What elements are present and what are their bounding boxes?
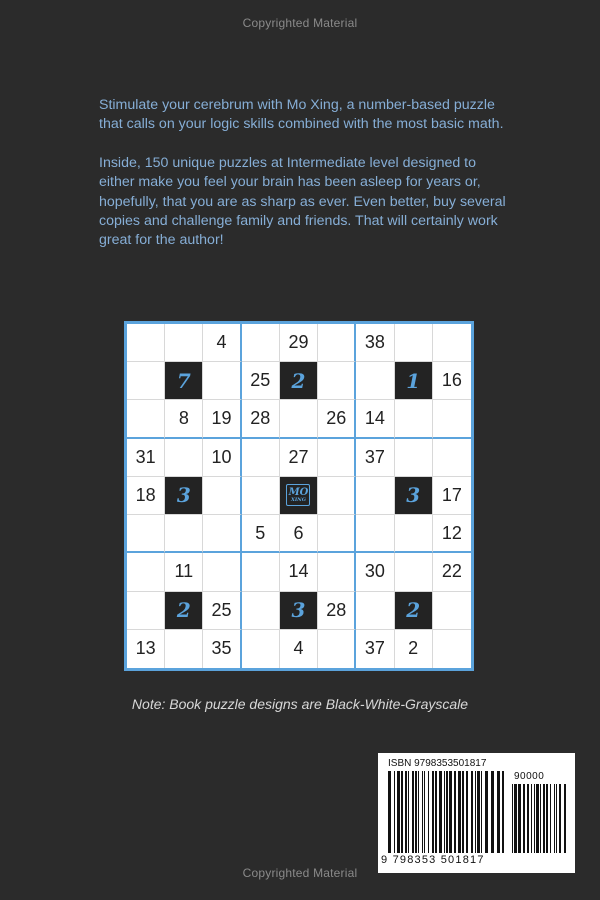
barcode-bar — [405, 771, 407, 853]
barcode-bar — [432, 771, 434, 853]
puzzle-cell: 2 — [395, 630, 433, 668]
grayscale-note: Note: Book puzzle designs are Black-White-Grayscale — [131, 696, 469, 712]
puzzle-cell — [433, 630, 471, 668]
barcode-bar — [462, 771, 464, 853]
puzzle-cell: 22 — [433, 553, 471, 591]
watermark-top: Copyrighted Material — [242, 16, 358, 30]
puzzle-cell — [242, 324, 280, 362]
barcode-bar — [471, 771, 473, 853]
puzzle-cell — [242, 630, 280, 668]
puzzle-cell: 25 — [242, 362, 280, 400]
book-description — [99, 96, 509, 270]
barcode-bar — [422, 771, 423, 853]
puzzle-cell — [395, 515, 433, 553]
sample-puzzle-grid — [124, 321, 474, 671]
barcode-bar — [388, 771, 391, 853]
puzzle-cell — [356, 592, 394, 630]
description-paragraph-2: Inside, 150 unique puzzles at Intermediate level designed to either make you feel your brain has been asleep for years or, hopefully, that you are as sharp as ever. Even better, buy several copies and challenge family and friends. That will certainly work great for the author! — [99, 154, 506, 249]
puzzle-cell: 16 — [433, 362, 471, 400]
puzzle-cell — [433, 592, 471, 630]
barcode-bar — [435, 771, 437, 853]
puzzle-cell — [242, 592, 280, 630]
puzzle-cell: 10 — [203, 439, 241, 477]
isbn-barcode — [378, 753, 575, 873]
barcode-bars-addon — [512, 784, 567, 853]
barcode-bar — [475, 771, 476, 853]
puzzle-cell — [318, 324, 356, 362]
barcode-bar — [408, 771, 409, 853]
puzzle-cell: 37 — [356, 439, 394, 477]
barcode-bar — [401, 771, 403, 853]
barcode-bar — [444, 771, 445, 853]
puzzle-cell — [127, 515, 165, 553]
barcode-bar — [556, 784, 557, 853]
barcode-bar — [543, 784, 545, 853]
puzzle-cell — [318, 553, 356, 591]
puzzle-cell: 26 — [318, 400, 356, 438]
barcode-bar — [466, 771, 468, 853]
barcode-bar — [418, 771, 419, 853]
puzzle-cell: 28 — [318, 592, 356, 630]
barcode-bar — [439, 771, 442, 853]
puzzle-cell — [356, 362, 394, 400]
puzzle-cell: 12 — [433, 515, 471, 553]
puzzle-cell: 14 — [356, 400, 394, 438]
puzzle-cell: 4 — [203, 324, 241, 362]
barcode-bar — [397, 771, 400, 853]
puzzle-cell — [127, 324, 165, 362]
barcode-addon-digits: 90000 — [514, 771, 545, 782]
barcode-bar — [446, 771, 448, 853]
puzzle-cell — [127, 362, 165, 400]
puzzle-cell — [318, 439, 356, 477]
puzzle-cell: 30 — [356, 553, 394, 591]
puzzle-cell — [165, 630, 203, 668]
barcode-bar — [491, 771, 494, 853]
barcode-bar — [531, 784, 532, 853]
puzzle-dark-cell: 2 — [280, 362, 318, 400]
puzzle-cell: 5 — [242, 515, 280, 553]
puzzle-cell: 37 — [356, 630, 394, 668]
ean-digits: 9 798353 501817 — [381, 854, 485, 866]
puzzle-cell — [318, 630, 356, 668]
barcode-bar — [554, 784, 555, 853]
description-paragraph-1: Stimulate your cerebrum with Mo Xing, a number-based puzzle that calls on your logic skills combined with the most basic math. — [99, 97, 504, 133]
puzzle-cell: 18 — [127, 477, 165, 515]
puzzle-cell: 35 — [203, 630, 241, 668]
puzzle-dark-cell: 3 — [165, 477, 203, 515]
puzzle-cell: 4 — [280, 630, 318, 668]
puzzle-cell — [203, 553, 241, 591]
barcode-bar — [512, 784, 513, 853]
puzzle-cell — [242, 477, 280, 515]
puzzle-cell: 13 — [127, 630, 165, 668]
barcode-bar — [428, 771, 429, 853]
barcode-bar — [559, 784, 561, 853]
barcode-bar — [412, 771, 414, 853]
isbn-label: ISBN 9798353501817 — [388, 758, 487, 769]
puzzle-cell: 11 — [165, 553, 203, 591]
barcode-bar — [527, 784, 529, 853]
barcode-bar — [550, 784, 551, 853]
puzzle-cell — [356, 477, 394, 515]
puzzle-cell — [433, 324, 471, 362]
puzzle-cell — [395, 324, 433, 362]
puzzle-cell — [127, 553, 165, 591]
barcode-bar — [477, 771, 480, 853]
puzzle-cell: 28 — [242, 400, 280, 438]
barcode-bars-main — [388, 771, 508, 853]
puzzle-cell — [280, 400, 318, 438]
puzzle-cell — [433, 439, 471, 477]
puzzle-cell — [356, 515, 394, 553]
barcode-bar — [497, 771, 500, 853]
barcode-bar — [564, 784, 566, 853]
puzzle-cell — [127, 400, 165, 438]
puzzle-cell: 19 — [203, 400, 241, 438]
puzzle-cell — [165, 439, 203, 477]
puzzle-dark-cell: 1 — [395, 362, 433, 400]
puzzle-cell — [242, 553, 280, 591]
puzzle-cell — [165, 324, 203, 362]
puzzle-cell — [395, 439, 433, 477]
barcode-bar — [518, 784, 521, 853]
mo-xing-logo-icon: MO XING — [286, 484, 310, 506]
barcode-bar — [546, 784, 548, 853]
barcode-bar — [415, 771, 417, 853]
barcode-bar — [514, 784, 517, 853]
barcode-bar — [481, 771, 482, 853]
puzzle-logo-cell — [280, 477, 318, 515]
barcode-bar — [540, 784, 541, 853]
puzzle-cell: 29 — [280, 324, 318, 362]
barcode-bar — [449, 771, 452, 853]
puzzle-cell: 31 — [127, 439, 165, 477]
puzzle-cell — [242, 439, 280, 477]
barcode-bar — [523, 784, 525, 853]
barcode-bar — [502, 771, 504, 853]
puzzle-cell — [165, 515, 203, 553]
puzzle-dark-cell: 3 — [395, 477, 433, 515]
barcode-bar — [424, 771, 425, 853]
puzzle-cell — [318, 362, 356, 400]
puzzle-cell — [395, 400, 433, 438]
puzzle-cell — [395, 553, 433, 591]
barcode-bar — [534, 784, 535, 853]
puzzle-cell: 27 — [280, 439, 318, 477]
puzzle-dark-cell: 7 — [165, 362, 203, 400]
barcode-bar — [485, 771, 488, 853]
puzzle-cell: 38 — [356, 324, 394, 362]
barcode-bar — [536, 784, 539, 853]
puzzle-cell: 25 — [203, 592, 241, 630]
barcode-bar — [454, 771, 456, 853]
puzzle-cell: 14 — [280, 553, 318, 591]
barcode-bar — [458, 771, 461, 853]
barcode-bar — [394, 771, 395, 853]
puzzle-dark-cell: 2 — [395, 592, 433, 630]
puzzle-cell — [433, 400, 471, 438]
puzzle-cell — [203, 477, 241, 515]
puzzle-cell — [203, 362, 241, 400]
puzzle-cell: 6 — [280, 515, 318, 553]
puzzle-cell — [127, 592, 165, 630]
puzzle-dark-cell: 2 — [165, 592, 203, 630]
watermark-bottom: Copyrighted Material — [242, 866, 358, 880]
puzzle-cell — [203, 515, 241, 553]
puzzle-dark-cell: 3 — [280, 592, 318, 630]
puzzle-cell — [318, 477, 356, 515]
puzzle-cell: 17 — [433, 477, 471, 515]
puzzle-cell: 8 — [165, 400, 203, 438]
puzzle-cell — [318, 515, 356, 553]
